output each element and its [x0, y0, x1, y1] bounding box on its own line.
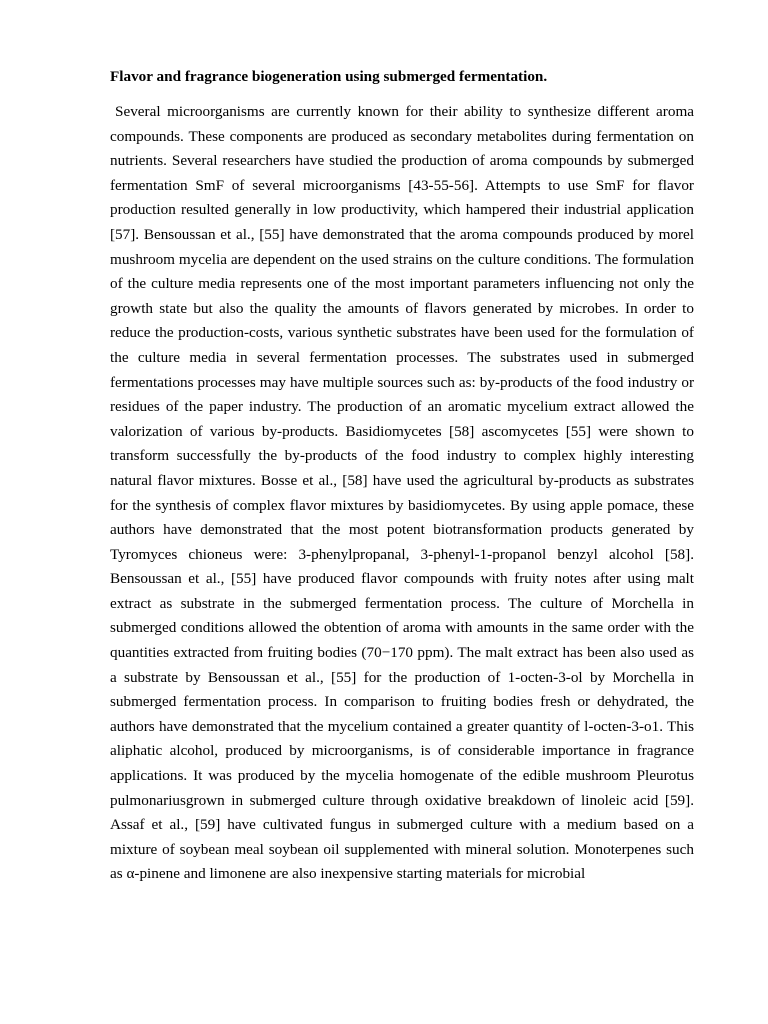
body-paragraph: Several microorganisms are currently known for their ability to synthesize different aroma compounds. These components are produced as secondary metabolites during fermentation on nutrients. Several researchers have studied the production of aroma compounds by submerged fermentation SmF of several microorganisms [43-55-56]. Attempts to use SmF for flavor production resulted generally in low productivity, which hampered their industrial application [57]. Bensoussan et al., [55] have demonstrated that the aroma compounds produced by morel mushroom mycelia are dependent on the used strains on the culture conditions. The formulation of the culture media represents one of the most important parameters influencing not only the growth state but also the quality the amounts of flavors generated by microbes. In order to reduce the production-costs, various synthetic substrates have been used for the formulation of the culture media in several fermentation processes. The substrates used in submerged fermentations processes may have multiple sources such as: by-products of the food industry or residues of the paper industry. The production of an aromatic mycelium extract allowed the valorization of various by-products. Basidiomycetes [58] ascomycetes [55] were shown to transform successfully the by-products of the food industry to complex highly interesting natural flavor mixtures. Bosse et al., [58] have used the agricultural by-products as substrates for the synthesis of complex flavor mixtures by basidiomycetes. By using apple pomace, these authors have demonstrated that the most potent biotransformation products generated by Tyromyces chioneus were: 3-phenylpropanal, 3-phenyl-1-propanol benzyl alcohol [58]. Bensoussan et al., [55] have produced flavor compounds with fruity notes after using malt extract as substrate in the submerged fermentation process. The culture of Morchella in submerged conditions allowed the obtention of aroma with amounts in the same order with the quantities extracted from fruiting bodies (70−170 ppm). The malt extract has been also used as a substrate by Bensoussan et al., [55] for the production of 1-octen-3-ol by Morchella in submerged fermentation process. In comparison to fruiting bodies fresh or dehydrated, the authors have demonstrated that the mycelium contained a greater quantity of l-octen-3-o1. This aliphatic alcohol, produced by microorganisms, is of considerable importance in fragrance applications. It was produced by the mycelia homogenate of the edible mushroom Pleurotus pulmonariusgrown in submerged culture through oxidative breakdown of linoleic acid [59]. Assaf et al., [59] have cultivated fungus in submerged culture with a medium based on a mixture of soybean meal soybean oil supplemented with mineral solution. Monoterpenes such as α-pinene and limonene are also inexpensive starting materials for microbial	[110, 103, 694, 883]
section-heading: Flavor and fragrance biogeneration using submerged fermentation.	[110, 68, 548, 85]
document-page	[110, 66, 694, 887]
